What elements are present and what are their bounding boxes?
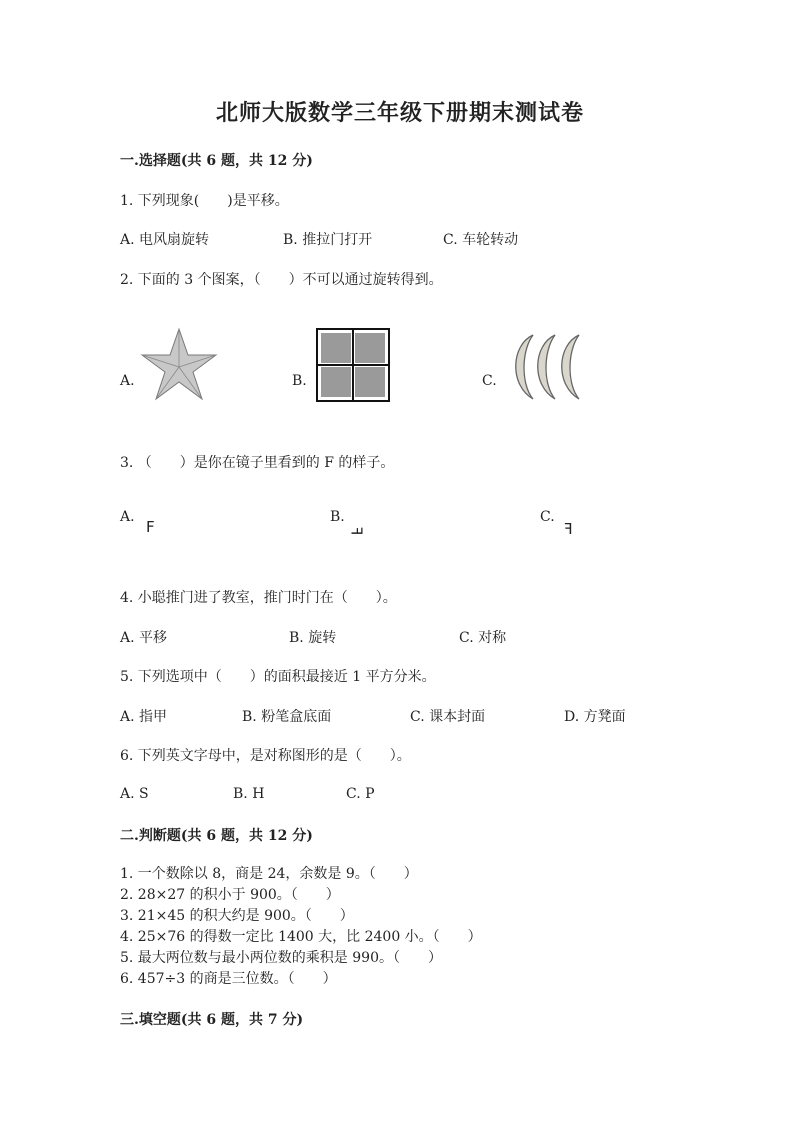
question-1: 1. 下列现象( )是平移。 bbox=[120, 193, 289, 209]
crescents-icon bbox=[505, 333, 585, 401]
judgement-item-6: 6. 457÷3 的商是三位数。（ ） bbox=[120, 971, 337, 987]
q1-option-b: B. 推拉门打开 bbox=[283, 232, 373, 248]
four-squares-icon bbox=[316, 328, 390, 402]
q3-option-a: A. bbox=[120, 509, 135, 525]
mirror-f-rotated: F bbox=[347, 526, 366, 536]
page-title: 北师大版数学三年级下册期末测试卷 bbox=[215, 100, 584, 126]
q1-option-c: C. 车轮转动 bbox=[443, 232, 519, 248]
q5-option-d: D. 方凳面 bbox=[564, 709, 626, 725]
q4-option-c: C. 对称 bbox=[459, 630, 507, 646]
judgement-item-3: 3. 21×45 的积大约是 900。（ ） bbox=[120, 908, 354, 924]
q4-option-a: A. 平移 bbox=[120, 630, 168, 646]
judgement-item-1: 1. 一个数除以 8，商是 24，余数是 9。（ ） bbox=[120, 866, 418, 882]
q6-option-b: B. H bbox=[233, 786, 265, 802]
q2-option-a: A. bbox=[120, 373, 135, 389]
q2-option-c: C. bbox=[482, 373, 497, 389]
section-heading-judgement: 二.判断题(共 6 题，共 12 分) bbox=[120, 828, 313, 844]
star-icon bbox=[138, 327, 220, 403]
q6-option-a: A. S bbox=[120, 786, 149, 802]
question-2: 2. 下面的 3 个图案，（ ）不可以通过旋转得到。 bbox=[120, 272, 443, 288]
q6-option-c: C. P bbox=[346, 786, 375, 802]
q4-option-b: B. 旋转 bbox=[289, 630, 337, 646]
question-5: 5. 下列选项中（ ）的面积最接近 1 平方分米。 bbox=[120, 669, 436, 685]
judgement-item-5: 5. 最大两位数与最小两位数的乘积是 990。（ ） bbox=[120, 950, 442, 966]
question-3: 3. （ ）是你在镜子里看到的 F 的样子。 bbox=[120, 455, 395, 471]
q5-option-a: A. 指甲 bbox=[120, 709, 168, 725]
section-heading-choice: 一.选择题(共 6 题，共 12 分) bbox=[120, 153, 313, 169]
question-6: 6. 下列英文字母中，是对称图形的是（ ）。 bbox=[120, 748, 411, 764]
q2-option-b: B. bbox=[292, 373, 307, 389]
mirror-f-reversed: F bbox=[564, 520, 573, 538]
judgement-item-2: 2. 28×27 的积小于 900。（ ） bbox=[120, 887, 340, 903]
q1-option-a: A. 电风扇旋转 bbox=[120, 232, 210, 248]
q5-option-c: C. 课本封面 bbox=[410, 709, 486, 725]
q3-option-b: B. bbox=[330, 509, 345, 525]
q5-option-b: B. 粉笔盒底面 bbox=[242, 709, 332, 725]
mirror-f-normal: F bbox=[146, 518, 155, 536]
q3-option-c: C. bbox=[540, 509, 555, 525]
judgement-item-4: 4. 25×76 的得数一定比 1400 大，比 2400 小。（ ） bbox=[120, 929, 482, 945]
section-heading-fill-blank: 三.填空题(共 6 题，共 7 分) bbox=[120, 1012, 304, 1028]
question-4: 4. 小聪推门进了教室，推门时门在（ ）。 bbox=[120, 590, 397, 606]
